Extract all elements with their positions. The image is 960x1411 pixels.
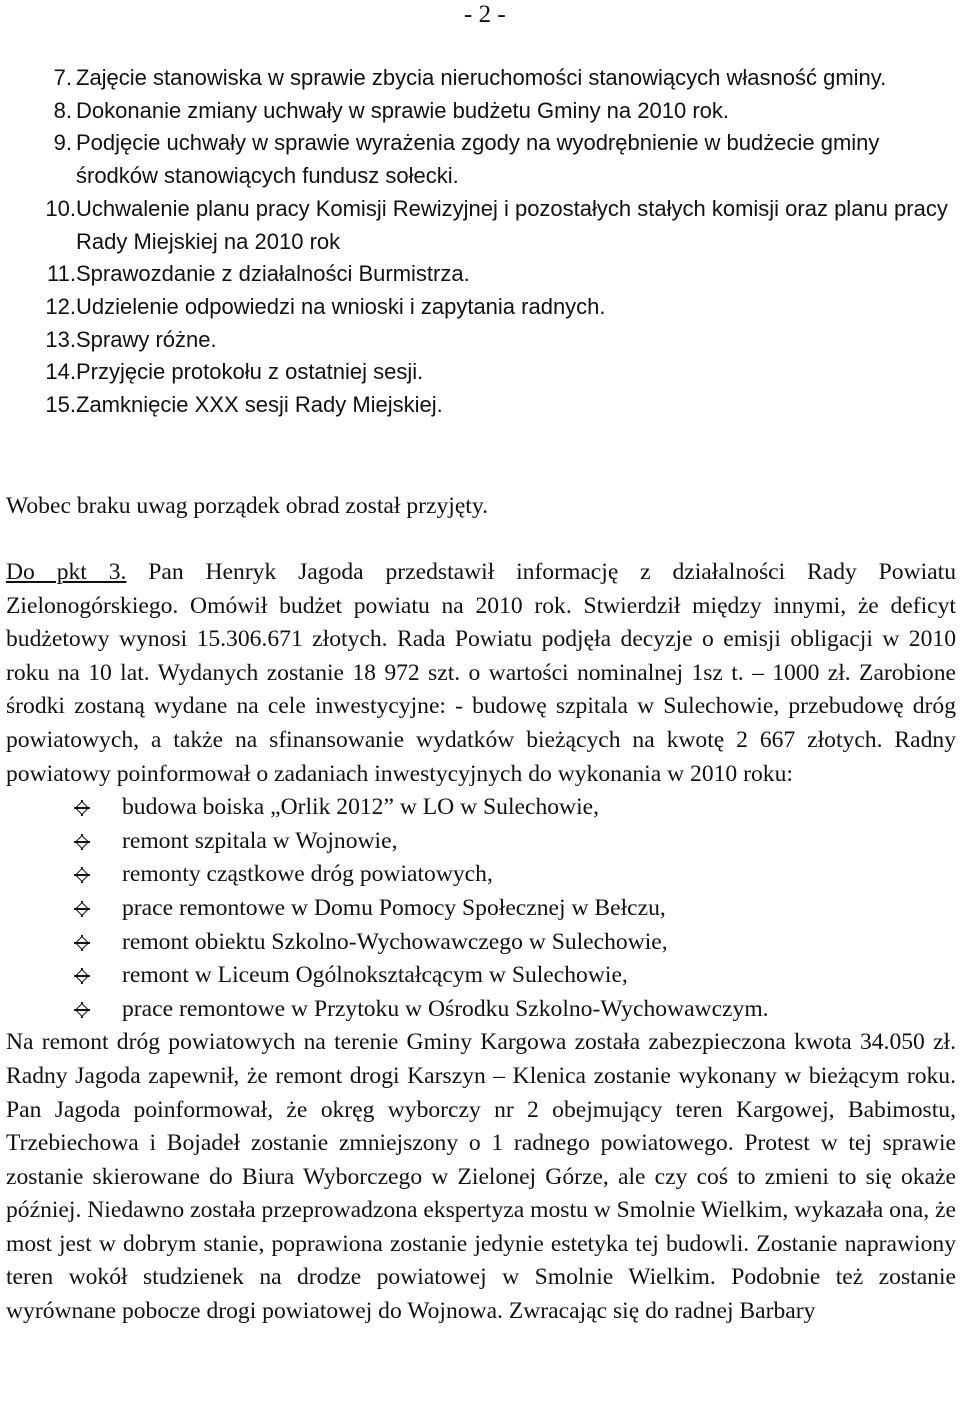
agenda-item bbox=[6, 62, 956, 95]
agenda-item bbox=[6, 258, 956, 291]
section-intro-text: Pan Henryk Jagoda przedstawił informację z działalności Rady Powiatu Zielonogórskiego. Omówił budżet powiatu na 2010 rok. Stwierdził między innymi, że deficyt budżetowy wynosi 15.306.671 złotych. Rada Powiatu podjęła decyzje o emisji obligacji w 2010 roku na 10 lat. Wydanych zostanie 18 972 szt. o wartości nominalnej 1sz t. – 1000 zł. Zarobione środki zostaną wydane na cele inwestycyjne: - budowę szpitala w Sulechowie, przebudowę dróg powiatowych, a także na sfinansowanie wydatków bieżących na kwotę 2 667 złotych. Radny powiatowy poinformował o zadaniach inwestycyjnych do wykonania w 2010 roku: bbox=[6, 559, 957, 787]
diamond-bullet-icon bbox=[70, 825, 122, 859]
diamond-bullet-icon bbox=[70, 993, 122, 1027]
agenda-item bbox=[6, 356, 956, 389]
agenda-item bbox=[6, 95, 956, 128]
statement-text: Wobec braku uwag porządek obrad został przyjęty. bbox=[6, 493, 489, 519]
closing-paragraph: Na remont dróg powiatowych na terenie Gminy Kargowa została zabezpieczona kwota 34.050 zł. Radny Jagoda zapewnił, że remont drogi Karszyn – Klenica zostanie wykonany w bieżącym roku. Pan Jagoda poinformował, że okręg wyborczy nr 2 obejmujący teren Kargowej, Babimostu, Trzebiechowa i Bojadeł zostanie zmniejszony o 1 radnego powiatowego. Protest w tej sprawie zostanie skierowane do Biura Wyborczego w Zielonej Górze, ale czy coś to zmieni to się okaże później. Niedawno została przeprowadzona ekspertyza mostu w Smolnie Wielkim, wykazała ona, że most jest w dobrym stanie, poprawiona zostanie jedynie estetyka tej budowli. Zostanie naprawiony teren wokół studzienek na drodze powiatowej w Smolnie Wielkim. Podobnie też zostanie wyrównane pobocze drogi powiatowej do Wojnowa. Zwracając się do radnej Barbary bbox=[6, 1029, 956, 1325]
agenda-item-number: 11. bbox=[47, 261, 76, 287]
agenda-item-text: Udzielenie odpowiedzi na wnioski i zapytania radnych. bbox=[76, 293, 606, 319]
agenda-item-text: Sprawy różne. bbox=[76, 326, 217, 352]
agenda-item bbox=[6, 193, 956, 258]
diamond-bullet-icon bbox=[70, 959, 122, 993]
agenda-item-text: Zajęcie stanowiska w sprawie zbycia nieruchomości stanowiących własność gminy. bbox=[76, 65, 887, 90]
list-item-text: remont szpitala w Wojnowie, bbox=[122, 827, 398, 854]
list-item-text: prace remontowe w Domu Pomocy Społecznej w Bełczu, bbox=[122, 894, 666, 921]
diamond-bullet-icon bbox=[70, 858, 122, 892]
agenda-item-text: Uchwalenie planu pracy Komisji Rewizyjnej i pozostałych stałych komisji oraz planu pracy Rady Miejskiej na 2010 rok bbox=[76, 195, 948, 254]
list-item bbox=[6, 993, 956, 1027]
agenda-item-number: 8. bbox=[53, 97, 72, 123]
section-label: Do pkt 3. bbox=[6, 559, 127, 585]
agenda-item-number: 12. bbox=[45, 293, 76, 319]
agenda-list bbox=[6, 62, 956, 422]
list-item-text: budowa boiska „Orlik 2012” w LO w Sulechowie, bbox=[122, 794, 600, 821]
agenda-item bbox=[6, 324, 956, 357]
agenda-item-text: Sprawozdanie z działalności Burmistrza. bbox=[76, 261, 470, 287]
agenda-item-number: 7. bbox=[53, 65, 72, 90]
agenda-item bbox=[6, 291, 956, 324]
list-item bbox=[6, 926, 956, 960]
list-item bbox=[6, 791, 956, 825]
agenda-item-number: 14. bbox=[45, 359, 76, 385]
agenda-item-number: 13. bbox=[45, 326, 76, 352]
list-item-text: remont w Liceum Ogólnokształcącym w Sulechowie, bbox=[122, 962, 628, 989]
diamond-bullet-icon bbox=[70, 791, 122, 825]
list-item-text: remont obiektu Szkolno-Wychowawczego w Sulechowie, bbox=[122, 928, 668, 955]
list-item bbox=[6, 825, 956, 859]
list-item-text: prace remontowe w Przytoku w Ośrodku Szkolno-Wychowawczym. bbox=[122, 995, 769, 1022]
agenda-item bbox=[6, 127, 956, 192]
agenda-item-text: Zamknięcie XXX sesji Rady Miejskiej. bbox=[76, 392, 443, 418]
agenda-item bbox=[6, 389, 956, 422]
agenda-acceptance-statement bbox=[6, 490, 956, 524]
list-item bbox=[6, 959, 956, 993]
page-number: - 2 - bbox=[464, 1, 506, 28]
agenda-item-number: 10. bbox=[45, 195, 76, 221]
list-item bbox=[6, 892, 956, 926]
diamond-bullet-icon bbox=[70, 926, 122, 960]
list-item-text: remonty cząstkowe dróg powiatowych, bbox=[122, 861, 493, 888]
agenda-item-text: Dokonanie zmiany uchwały w sprawie budżetu Gminy na 2010 rok. bbox=[76, 97, 729, 123]
agenda-item-number: 9. bbox=[53, 130, 72, 156]
section-intro-paragraph bbox=[6, 556, 956, 791]
agenda-item-text: Podjęcie uchwały w sprawie wyrażenia zgody na wyodrębnienie w budżecie gminy środków stanowiących fundusz sołecki. bbox=[76, 130, 880, 189]
section-pkt-3 bbox=[6, 556, 956, 1329]
agenda-item-number: 15. bbox=[45, 392, 76, 418]
agenda-item-text: Przyjęcie protokołu z ostatniej sesji. bbox=[76, 359, 424, 385]
investment-list bbox=[6, 791, 956, 1026]
diamond-bullet-icon bbox=[70, 892, 122, 926]
list-item bbox=[6, 858, 956, 892]
